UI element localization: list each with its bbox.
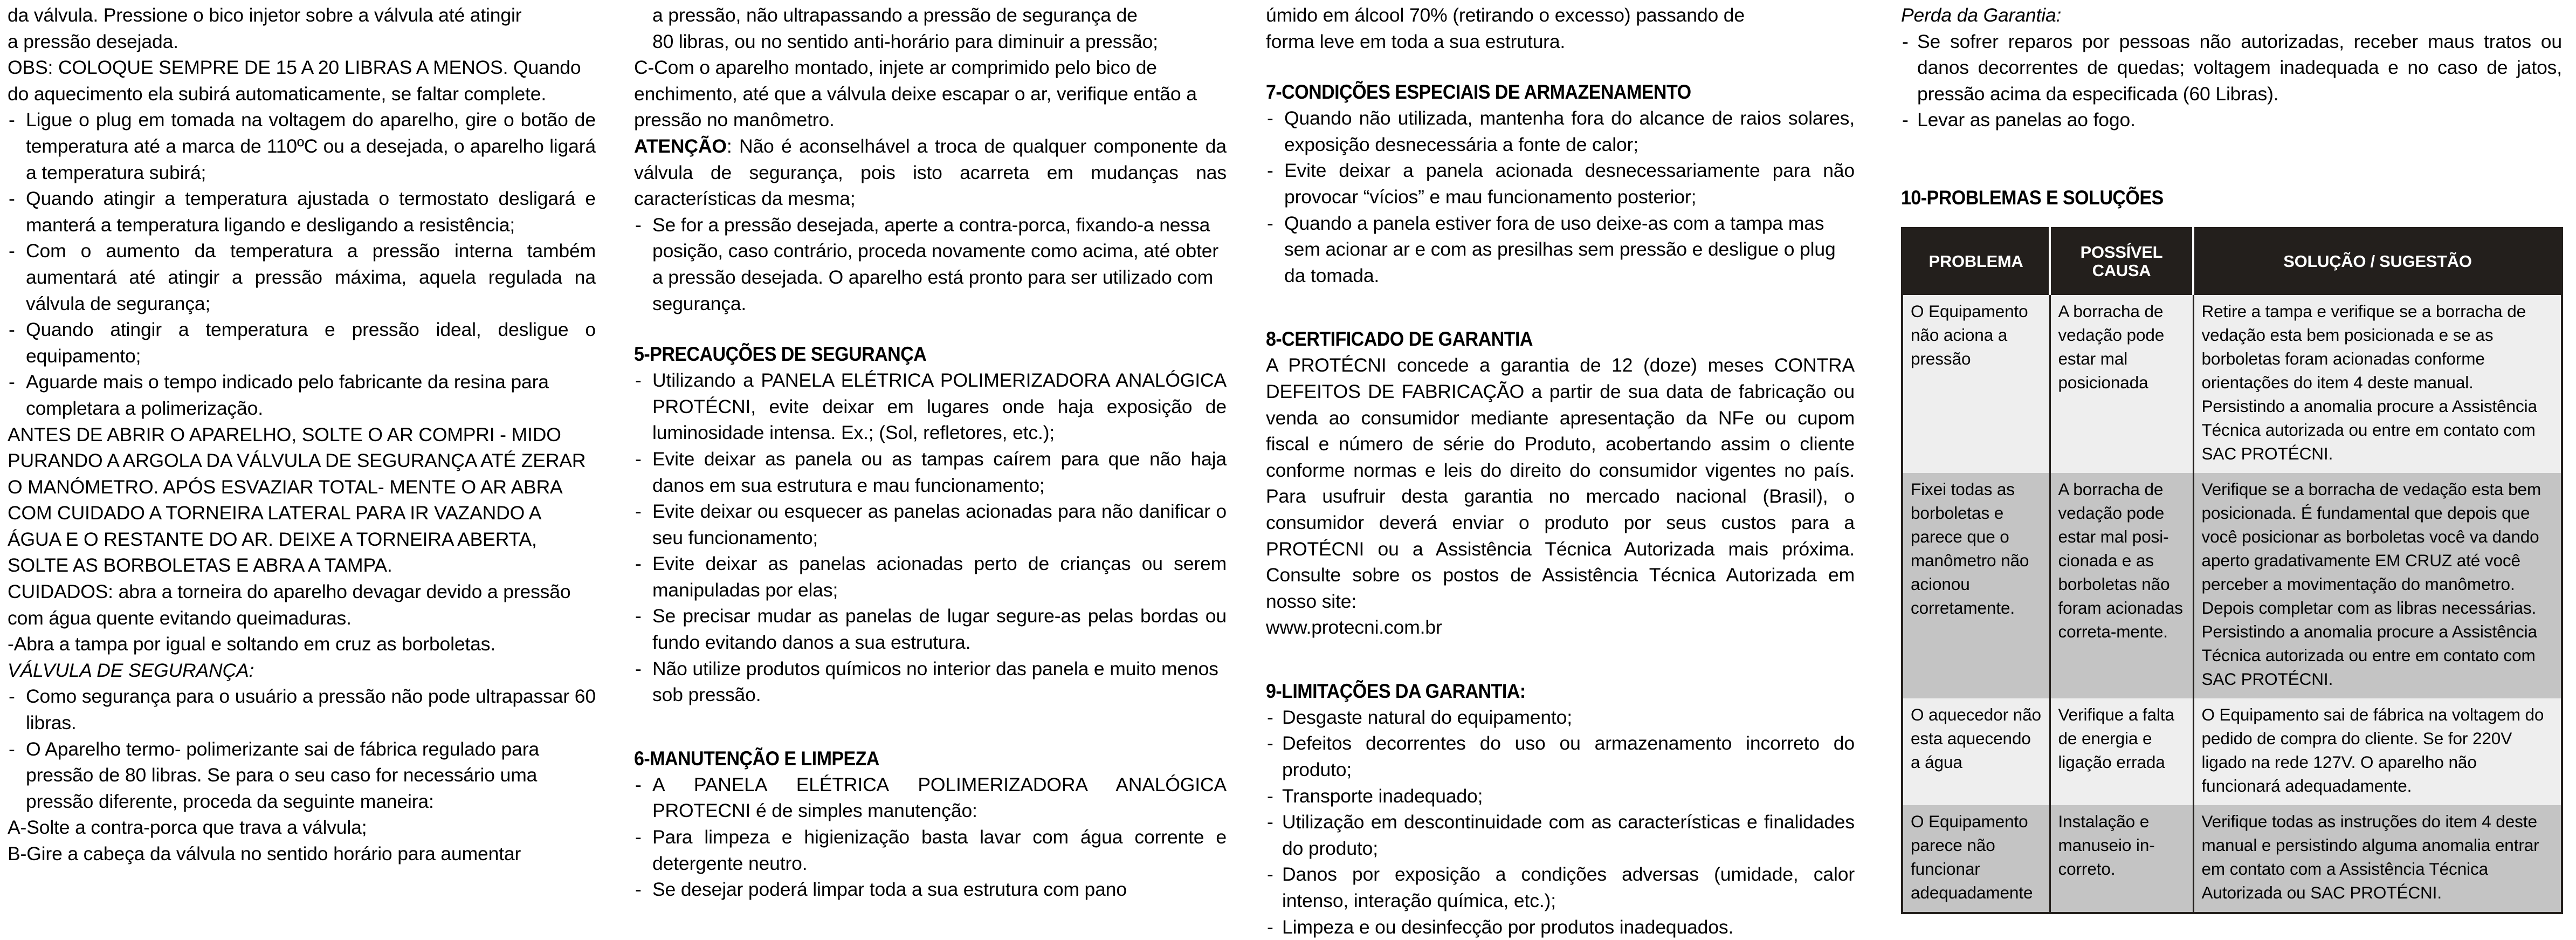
list-item: - Evite deixar a panela acionada desnecessariamente para não provocar “vícios” e mau funcionamento posterior; xyxy=(1266,157,1855,210)
text-column-1 xyxy=(0,0,625,917)
section-heading-7: 7-CONDIÇÕES ESPECIAIS DE ARMAZENAMENTO xyxy=(1266,81,1691,104)
section-heading-8: 8-CERTIFICADO DE GARANTIA xyxy=(1266,328,1533,351)
list-item: - Se for a pressão desejada, aperte a contra-porca, fixando-a nessa posição, caso contrário, proceda novamente como acima, até obter a pressão desejada. O aparelho está pronto para ser utilizado com segurança. xyxy=(634,212,1227,317)
list-item: - Quando a panela estiver fora de uso deixe-as com a tampa mas sem acionar ar e com as presilhas sem pressão e desligue o plug da tomada. xyxy=(1266,210,1855,289)
table-row xyxy=(1902,473,2562,698)
perda-garantia-heading: Perda da Garantia: xyxy=(1901,4,2062,26)
section-6-bullet-list xyxy=(634,772,1227,903)
spacer xyxy=(1266,289,1855,326)
continuation-line: 80 libras, ou no sentido anti-horário para diminuir a pressão; xyxy=(652,30,1158,52)
table-header xyxy=(1902,228,2562,295)
text-column-3 xyxy=(1256,0,1882,938)
list-item: - Se sofrer reparos por pessoas não autorizadas, receber maus tratos ou danos decorrentes de quedas; voltagem inadequada e no caso de jatos, pressão acima da especificada (60 Libras). xyxy=(1901,29,2562,107)
atencao-paragraph xyxy=(634,133,1227,212)
warranty-paragraph: A PROTÉCNI concede a garantia de 12 (doze) meses CONTRA DEFEITOS DE FABRICAÇÃO a partir de sua data de fabricação ou venda ao consumidor mediante apresentação da NFe ou cupom fiscal e número de série do Produto, acobertando assim o cliente conforme normas e leis do direito do consumidor vigentes no país. Para usufruir desta garantia no mercado nacional (Brasil), o consumidor deverá enviar o produto por seus custos para a PROTÉCNI ou a Assistência Técnica Autorizada mais próxima. Consulte sobre os postos de Assistência Técnica Autorizada em nosso site: xyxy=(1266,354,1855,612)
continuation-line: da válvula. Pressione o bico injetor sobre a válvula até atingir xyxy=(8,4,522,26)
list-item: - Utilização em descontinuidade com as características e finalidades do produto; xyxy=(1266,809,1855,861)
cell-solucao: O Equipamento sai de fábrica na voltagem do pedido de compra do cliente. Se for 220V ligado na rede 127V. O aparelho não funcionará adequadamente. xyxy=(2193,698,2562,805)
list-item: - Desgaste natural do equipamento; xyxy=(1266,704,1855,731)
list-item: - Evite deixar as panelas acionadas perto de crianças ou serem manipuladas por elas; xyxy=(634,551,1227,603)
cell-solucao: Verifique se a borracha de vedação esta bem posicionada. É fundamental que depois que você posicionar as borboletas você va dando aperto gradativamente EM CRUZ até você perceber a movimentação do manômetro. Depois completar com as libras necessárias. Persistindo a anomalia procure a Assistência Técnica autorizada ou entre em contato com SAC PROTÉCNI. xyxy=(2193,473,2562,698)
continuation-line: a pressão, não ultrapassando a pressão de segurança de xyxy=(652,4,1138,26)
list-item: - Evite deixar ou esquecer as panelas acionadas para não danificar o seu funcionamento; xyxy=(634,498,1227,551)
continuation-line: a pressão desejada. xyxy=(8,30,178,52)
step-b: B-Gire a cabeça da válvula no sentido horário para aumentar xyxy=(8,843,521,864)
list-item: - Utilizando a PANELA ELÉTRICA POLIMERIZADORA ANALÓGICA PROTÉCNI, evite deixar em lugares onde haja exposição de luminosidade intensa. Ex.; (Sol, refletores, etc.); xyxy=(634,367,1227,446)
list-item: - Limpeza e ou desinfecção por produtos inadequados. xyxy=(1266,914,1855,940)
cell-solucao: Verifique todas as instruções do item 4 deste manual e persistindo alguma anomalia entrar em contato com a Assistência Técnica Autorizada ou SAC PROTÉCNI. xyxy=(2193,805,2562,913)
list-item: - O Aparelho termo- polimerizante sai de fábrica regulado para pressão de 80 libras. Se para o seu caso for necessário uma pressão diferente, proceda da seguinte maneira: xyxy=(8,736,596,815)
list-item: - Como segurança para o usuário a pressão não pode ultrapassar 60 libras. xyxy=(8,683,596,736)
cuidados-paragraph: CUIDADOS: abra a torneira do aparelho devagar devido a pressão com água quente evitando queimaduras. xyxy=(8,581,571,629)
list-item: - Quando atingir a temperatura e pressão ideal, desligue o equipamento; xyxy=(8,317,596,369)
atencao-label: ATENÇÃO xyxy=(634,135,727,157)
list-item: - Evite deixar as panela ou as tampas caírem para que não haja danos em sua estrutura e mau funcionamento; xyxy=(634,446,1227,498)
section-heading-6: 6-MANUTENÇÃO E LIMPEZA xyxy=(634,747,879,770)
cell-problema: Fixei todas as borboletas e parece que o manômetro não acionou corretamente. xyxy=(1902,473,2050,698)
text-column-4 xyxy=(1882,0,2576,917)
list-item: - Não utilize produtos químicos no interior das panela e muito menos sob pressão. xyxy=(634,656,1227,708)
cell-problema: O aquecedor não esta aquecendo a água xyxy=(1902,698,2050,805)
section-heading-5: 5-PRECAUÇÕES DE SEGURANÇA xyxy=(634,343,927,366)
cell-causa: Instalação e manuseio in-correto. xyxy=(2050,805,2193,913)
section-heading-10: 10-PROBLEMAS E SOLUÇÕES xyxy=(1901,186,2164,209)
list-item: - Aguarde mais o tempo indicado pelo fabricante da resina para completara a polimerização. xyxy=(8,369,596,421)
warning-uppercase-paragraph: ANTES DE ABRIR O APARELHO, SOLTE O AR COMPRI - MIDO PURANDO A ARGOLA DA VÁLVULA DE SEGURANÇA ATÉ ZERAR O MANÓMETRO. APÓS ESVAZIAR TOTAL- MENTE O AR ABRA COM CUIDADO A TORNEIRA LATERAL PARA IR VAZANDO A ÁGUA E O RESTANTE DO AR. DEIXE A TORNEIRA ABERTA, SOLTE AS BORBOLETAS E ABRA A TAMPA. xyxy=(8,423,586,577)
list-item: - Quando não utilizada, mantenha fora do alcance de raios solares, exposição desnecessária a fonte de calor; xyxy=(1266,105,1855,157)
column-header-problema: PROBLEMA xyxy=(1902,228,2050,295)
cell-causa: Verifique a falta de energia e ligação errada xyxy=(2050,698,2193,805)
table-body xyxy=(1902,295,2562,913)
cell-causa: A borracha de vedação pode estar mal posicionada xyxy=(2050,295,2193,473)
list-item: - Se desejar poderá limpar toda a sua estrutura com pano xyxy=(634,876,1227,903)
problems-solutions-table xyxy=(1901,227,2563,914)
cell-problema: O Equipamento parece não funcionar adequadamente xyxy=(1902,805,2050,913)
perda-garantia-bullet-list xyxy=(1901,29,2562,133)
section-5-bullet-list xyxy=(634,367,1227,708)
list-item: - Defeitos decorrentes do uso ou armazenamento incorreto do produto; xyxy=(1266,730,1855,783)
text-column-2 xyxy=(625,0,1256,917)
step-a: A-Solte a contra-porca que trava a válvula; xyxy=(8,817,367,839)
list-item: - Transporte inadequado; xyxy=(1266,783,1855,809)
valvula-bullet-list xyxy=(8,683,596,814)
atencao-body: : Não é aconselhável a troca de qualquer componente da válvula de segurança, pois isto acarreta em mudanças nas características da mesma; xyxy=(634,135,1227,210)
list-item: - Para limpeza e higienização basta lavar com água corrente e detergente neutro. xyxy=(634,824,1227,876)
abrir-tampa-line: -Abra a tampa por igual e soltando em cruz as borboletas. xyxy=(8,633,496,655)
table-row xyxy=(1902,698,2562,805)
list-item: - Quando atingir a temperatura ajustada o termostato desligará e manterá a temperatura ligando e desligando a resistência; xyxy=(8,186,596,238)
spacer xyxy=(1266,54,1855,79)
step-c: C-Com o aparelho montado, injete ar comprimido pelo bico de enchimento, até que a válvula deixe escapar o ar, verifique então a pressão no manômetro. xyxy=(634,57,1197,131)
operation-bullet-list xyxy=(8,107,596,421)
website-link[interactable]: www.protecni.com.br xyxy=(1266,616,1442,639)
list-item: - Com o aumento da temperatura a pressão interna também aumentará até atingir a pressão máxima, aquela regulada na válvula de segurança; xyxy=(8,238,596,317)
list-item: - Ligue o plug em tomada na voltagem do aparelho, gire o botão de temperatura até a marca de 110ºC ou a desejada, o aparelho ligará a temperatura subirá; xyxy=(8,107,596,186)
table-header-row xyxy=(1902,228,2562,295)
cell-problema: O Equipamento não aciona a pressão xyxy=(1902,295,2050,473)
spacer xyxy=(1266,641,1855,678)
column-header-solucao: SOLUÇÃO / SUGESTÃO xyxy=(2193,228,2562,295)
section-heading-9: 9-LIMITAÇÕES DA GARANTIA: xyxy=(1266,680,1526,702)
atencao-bullet-list xyxy=(634,212,1227,317)
list-item: - Levar as panelas ao fogo. xyxy=(1901,107,2562,133)
continuation-line: forma leve em toda a sua estrutura. xyxy=(1266,30,1566,52)
cell-causa: A borracha de vedação pode estar mal posi-cionada e as borboletas não foram acionadas correta-mente. xyxy=(2050,473,2193,698)
list-item: - Se precisar mudar as panelas de lugar segure-as pelas bordas ou fundo evitando danos a sua estrutura. xyxy=(634,603,1227,655)
spacer xyxy=(634,708,1227,746)
valvula-heading: VÁLVULA DE SEGURANÇA: xyxy=(8,659,254,681)
section-7-bullet-list xyxy=(1266,105,1855,289)
column-header-causa: POSSÍVEL CAUSA xyxy=(2050,228,2193,295)
spacer xyxy=(634,317,1227,341)
list-item: - Danos por exposição a condições adversas (umidade, calor intenso, interação química, etc.); xyxy=(1266,861,1855,914)
spacer xyxy=(1901,133,2562,185)
table-row xyxy=(1902,805,2562,913)
continuation-line: úmido em álcool 70% (retirando o excesso) passando de xyxy=(1266,4,1745,26)
cell-solucao: Retire a tampa e verifique se a borracha de vedação esta bem posicionada e se as borboletas foram acionadas conforme orientações do item 4 deste manual. Persistindo a anomalia procure a Assistência Técnica autorizada ou entre em contato com SAC PROTÉCNI. xyxy=(2193,295,2562,473)
list-item: - A PANELA ELÉTRICA POLIMERIZADORA ANALÓGICA PROTECNI é de simples manutenção: xyxy=(634,772,1227,824)
obs-paragraph: OBS: COLOQUE SEMPRE DE 15 A 20 LIBRAS A MENOS. Quando do aquecimento ela subirá automaticamente, se faltar complete. xyxy=(8,57,581,105)
table-row xyxy=(1902,295,2562,473)
section-9-bullet-list xyxy=(1266,704,1855,940)
